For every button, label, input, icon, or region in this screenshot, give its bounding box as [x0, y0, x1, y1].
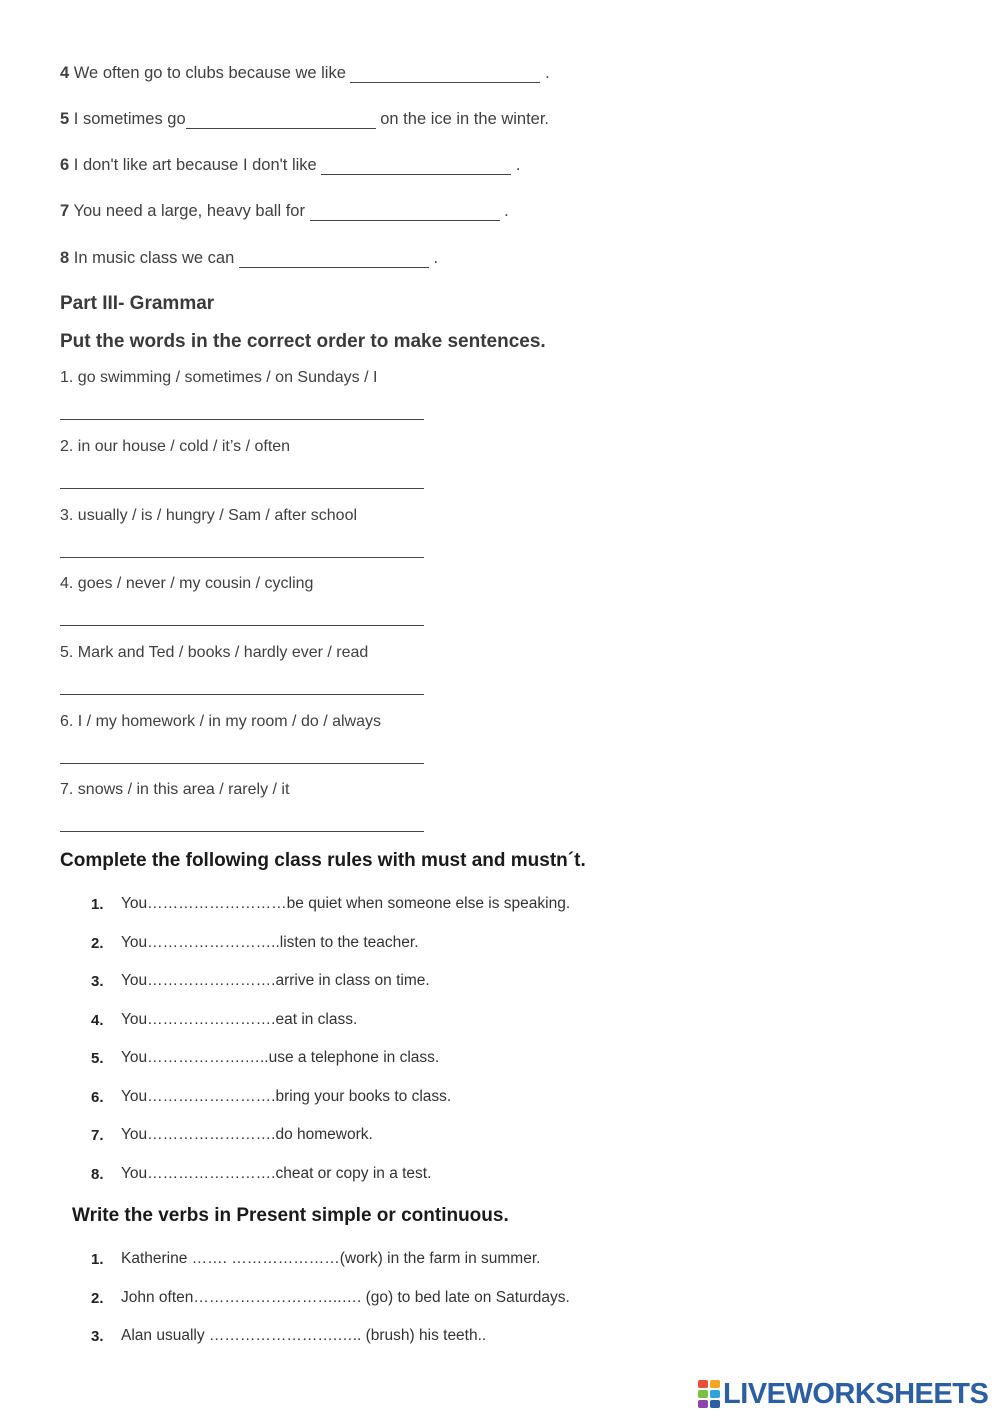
- order-item-5: 5. Mark and Ted / books / hardly ever / read: [60, 644, 369, 661]
- verb-text-1[interactable]: Katherine ……. …………………(work) in the farm in summer.: [121, 1250, 541, 1267]
- rule-text-1[interactable]: You………………………be quiet when someone else is speaking.: [121, 895, 571, 912]
- vocab-item-5: 5 I sometimes go on the ice in the winter.: [60, 110, 550, 128]
- rule-number-6: 6.: [91, 1089, 104, 1106]
- order-answer-line-3[interactable]: [60, 557, 424, 558]
- verb-number-3: 3.: [91, 1328, 104, 1345]
- order-answer-line-2[interactable]: [60, 488, 424, 489]
- order-item-6: 6. I / my homework / in my room / do / always: [60, 713, 381, 730]
- order-item-1: 1. go swimming / sometimes / on Sundays / I: [60, 369, 378, 386]
- rule-number-3: 3.: [91, 973, 104, 990]
- rules-instruction: Complete the following class rules with must and mustn´t.: [60, 850, 586, 871]
- vocab-answer-4[interactable]: [350, 66, 540, 83]
- rule-number-5: 5.: [91, 1050, 104, 1067]
- vocab-item-6: 6 I don't like art because I don't like .: [60, 156, 521, 174]
- verb-text-3[interactable]: Alan usually …………………….….. (brush) his teeth..: [121, 1327, 487, 1344]
- vocab-answer-7[interactable]: [310, 204, 500, 221]
- vocab-item-7: 7 You need a large, heavy ball for .: [60, 202, 509, 220]
- verb-number-1: 1.: [91, 1251, 104, 1268]
- vocab-answer-5[interactable]: [186, 112, 376, 129]
- order-answer-line-5[interactable]: [60, 694, 424, 695]
- rule-text-8[interactable]: You…………………….cheat or copy in a test.: [121, 1165, 432, 1182]
- verb-number-2: 2.: [91, 1290, 104, 1307]
- verb-text-2[interactable]: John often………………………..…. (go) to bed late on Saturdays.: [121, 1289, 570, 1306]
- rule-text-3[interactable]: You…………………….arrive in class on time.: [121, 972, 430, 989]
- rule-number-2: 2.: [91, 935, 104, 952]
- order-item-2: 2. in our house / cold / it’s / often: [60, 438, 291, 455]
- order-answer-line-7[interactable]: [60, 831, 424, 832]
- order-answer-line-6[interactable]: [60, 763, 424, 764]
- verbs-instruction: Write the verbs in Present simple or continuous.: [72, 1205, 509, 1226]
- rule-number-1: 1.: [91, 896, 104, 913]
- logo-text: LIVEWORKSHEETS: [723, 1377, 989, 1410]
- order-item-7: 7. snows / in this area / rarely / it: [60, 781, 290, 798]
- rule-text-5[interactable]: You……………….…..use a telephone in class.: [121, 1049, 440, 1066]
- order-item-4: 4. goes / never / my cousin / cycling: [60, 575, 314, 592]
- rule-text-6[interactable]: You…………………….bring your books to class.: [121, 1088, 452, 1105]
- part3-title: Part III- Grammar: [60, 293, 215, 314]
- order-item-3: 3. usually / is / hungry / Sam / after school: [60, 507, 358, 524]
- vocab-item-4: 4 We often go to clubs because we like .: [60, 64, 550, 82]
- rule-number-4: 4.: [91, 1012, 104, 1029]
- liveworksheets-logo[interactable]: [698, 1378, 988, 1410]
- vocab-item-8: 8 In music class we can .: [60, 249, 439, 267]
- rule-text-4[interactable]: You…………………….eat in class.: [121, 1011, 358, 1028]
- rule-number-7: 7.: [91, 1127, 104, 1144]
- rule-number-8: 8.: [91, 1166, 104, 1183]
- order-answer-line-1[interactable]: [60, 419, 424, 420]
- liveworksheets-logo-icon: [698, 1380, 720, 1408]
- vocab-answer-8[interactable]: [239, 251, 429, 268]
- part3-instruction: Put the words in the correct order to make sentences.: [60, 331, 546, 352]
- order-answer-line-4[interactable]: [60, 625, 424, 626]
- rule-text-7[interactable]: You…………………….do homework.: [121, 1126, 373, 1143]
- vocab-answer-6[interactable]: [321, 158, 511, 175]
- rule-text-2[interactable]: You……………………..listen to the teacher.: [121, 934, 419, 951]
